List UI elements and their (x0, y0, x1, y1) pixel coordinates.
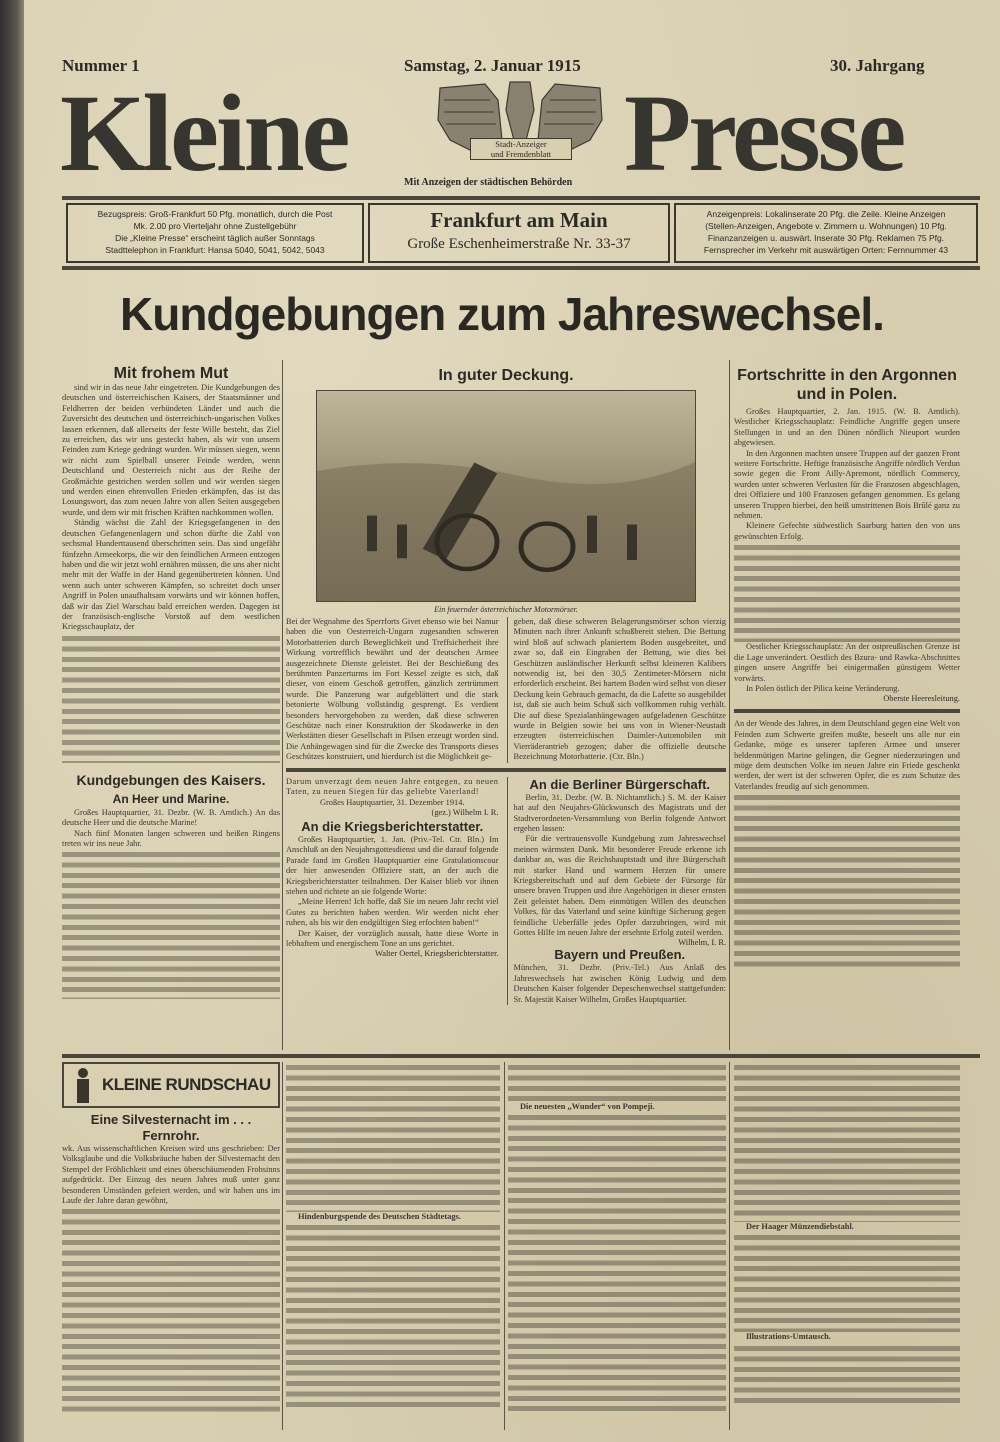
paragraph: Großes Hauptquartier, 31. Dezbr. (W. B. Amtlich.) An das deutsche Heer und die deutsche Marine! (62, 807, 280, 828)
kleine-rundschau-logo (62, 1062, 280, 1108)
illegible-text (734, 542, 960, 642)
photo-caption: Ein feuernder österreichischer Motormörser. (434, 605, 578, 614)
divider (62, 266, 980, 270)
illegible-text (734, 1232, 960, 1332)
info-line: Anzeigenpreis: Lokalinserate 20 Pfg. die Zeile. Kleine Anzeigen (706, 209, 946, 219)
info-line: (Stellen-Anzeigen, Angebote v. Zimmern u. Wohnungen) 10 Pfg. (705, 221, 947, 231)
article-heading: In guter Deckung. (438, 367, 574, 384)
paragraph: Der Kaiser, der vorzüglich aussah, hatte diese Worte in lebhaftem und energischem Tone an uns gerichtet. (286, 928, 499, 948)
volume-number: 30. Jahrgang (830, 56, 925, 75)
article-heading: Kundgebungen des Kaisers. (76, 771, 266, 788)
newspaper-page (24, 0, 1000, 1442)
paragraph: Für die vertrauensvolle Kundgebung zum Jahreswechsel meinen wärmsten Dank. Mit besonderer Freude erkenne ich dankbar an, was die Reichshauptstadt und ihre Bürgerschaft mit starker Hand und warmem Herzen für unsere Kriegsbereitschaft und auf dem Gebiete der Fürsorge für unsere braven Truppen und ihre Angehörigen in dieser ernsten Zeit geleistet haben. Dem einmütigen Willen des deutschen Volkes, für das Vaterland und seine künftige Sicherung gegen feindliche Ueberfälle jedes Opfer darzubringen, wird mit Gottes Hilfe im neuen Jahre der ersehnte Erfolg zuteil werden. (513, 834, 726, 937)
info-line: Stadttelephon in Frankfurt: Hansa 5040, 5041, 5042, 5043 (105, 245, 325, 255)
address-box (368, 203, 670, 263)
column-rule (282, 1062, 283, 1430)
illegible-text (62, 633, 280, 763)
article-heading: Illustrations-Umtausch. (746, 1332, 831, 1342)
divider (62, 1054, 980, 1058)
divider (62, 196, 980, 200)
paragraph: Oestlicher Kriegsschauplatz: An der ostpreußischen Grenze ist die Lage unverändert. Oestlich des Bzura- und Rawka-Abschnittes gingen unsere Angriffe bei einigermaßen günstigem Wetter vorwärts. (734, 642, 960, 683)
article-body (734, 642, 960, 694)
lower-middle (286, 777, 726, 1005)
paragraph: Großes Hauptquartier, 1. Jan. (Priv.-Tel. Ctr. Bln.) Im Anschluß an den Neujahrsgottesdienst und die darauf folgende Parade fand im Großen Hauptquartier eine Gratulationscour der hier anwesenden Offiziere statt, an der auch die Kriegsberichterstatter teilnahmen. Der Kaiser blieb vor ihnen stehen und richtete an sie folgende Worte: (286, 834, 499, 896)
office-address: Große Eschenheimerstraße Nr. 33-37 (407, 236, 631, 252)
illegible-text (508, 1062, 726, 1102)
illegible-text (734, 1062, 960, 1222)
bottom-column-4 (734, 1062, 960, 1403)
bottom-column-3 (508, 1062, 726, 1412)
illegible-text (734, 1343, 960, 1403)
article-signature: Wilhelm, I. R. (678, 938, 726, 948)
proclamation-place: Großes Hauptquartier, 31. Dezember 1914. (319, 797, 465, 807)
article-body: An der Wende des Jahres, in dem Deutschland gegen eine Welt von Feinden zum Schwerte greifen mußte, beseelt uns alle nur ein Gedanke, möge es unserer tapferen Armee und unserer heldenmütigen Marine gelingen, die Gegner niederzuringen und möge dem deutschen Volke im neuen Jahre ein Friede geschenkt werden, der wert ist der schweren Opfer, die es zum Schutze des Vaterlandes freudig auf sich genommen. (734, 719, 960, 791)
article-heading: Mit frohem Mut (113, 365, 229, 382)
middle-column (286, 366, 726, 1005)
paragraph: Berlin, 31. Dezbr. (W. B. Nichtamtlich.) S. M. der Kaiser hat auf den Neujahrs-Glückwunsch des Magistrats und der Stadtverordneten-Versammlung von Berlin folgende Antwort ergehen lassen: (513, 792, 726, 833)
issue-number: Nummer 1 (62, 56, 140, 75)
article-heading: Bayern und Preußen. (554, 947, 686, 963)
masthead-title-left: Kleine (60, 72, 348, 194)
article-body: München, 31. Dezbr. (Priv.-Tel.) Aus Anlaß des Jahreswechsels hat zwischen König Ludwig und dem Deutschen Kaiser folgender Depeschenwechsel stattgefunden: Sr. Majestät Kaiser Wilhelm, Großes Hauptquartier. (513, 963, 726, 1004)
paragraph: In den Argonnen machten unsere Truppen auf der ganzen Front weitere Fortschritte. Heftige französische Angriffe nördlich Verdun sowie gegen die Front Ailly-Apremont, nördlich Commercy, wurden unter schweren Verlusten für die Franzosen abgeschlagen, drei Offiziere und 100 Franzosen gefangen genommen. Es gelang unseren Truppen hierbei, den heiß umstrittenen Bois Brûlé ganz zu nehmen. (734, 448, 960, 521)
paragraph: Kleinere Gefechte südwestlich Saarburg hatten den von uns gewünschten Erfolg. (734, 521, 960, 541)
text-column: geben, daß diese schweren Belagerungsmörser schon vierzig Minuten nach ihrer Ankunft schußbereit stehen. Die Bettung wird bloß auf schwach planiertem Boden ausgebreitet, und zwar so, daß ein Eingraben der Bettung, wie dies bei Geschützen ausländischer Herkunft selbst kleineren Kalibers notwendig ist, bei den 30,5 Zentimeter-Mörsern nicht erforderlich erscheint. Bei hartem Boden wird selbst von dieser Deckung kein Gebrauch gemacht, da die Lafette so ausgebildet ist, daß sie auch beim Schuß sich vollkommen ruhig verhält. Die auf diese Spezialanhängewagen aufgeladenen Geschütze wurde in Belgien sowie bei uns von in Wiener-Neustadt erzeugten österreichischen Daimler-Automobilen mit Vierräderantrieb gezogen; daher die offizielle deutsche Bezeichnung Motorbatterie. (Ctr. Bln.) (507, 617, 727, 763)
man-with-telescope-icon (70, 1065, 96, 1105)
paragraph: Ständig wächst die Zahl der Kriegsgefangenen in den deutschen Gefangenenlagern und schon dürfte die Zahl von sechsmal Hunderttausend überschritten sein. Das sind ungefähr fünfzehn Armeekorps, die wir den feindlichen Armeen entzogen haben und die wir jetzt wohl ernähren müssen, die uns aber nicht mehr mit der Waffe in der Hand gegenübertreten können. Und wenn auch unter schweren Kämpfen, so schreitet doch unser Angriff in Polen unaufhaltsam vorwärts und wir können hoffen, daß wir das Ziel Warschau bald erreichen werden. Dagegen ist der französisch-englische Vorstoß auf dem westlichen Kriegsschauplatz, der (62, 518, 280, 632)
rundschau-logo-text: KLEINE RUNDSCHAU (102, 1075, 271, 1094)
illegible-text (734, 792, 960, 972)
crest-text-2: und Fremdenblatt (490, 149, 552, 159)
paragraph: „Meine Herren! Ich hoffe, daß Sie im neuen Jahr recht viel Gutes zu berichten haben werden. Wir werden nicht eher ruhen, als bis wir den endgültigen Sieg erfochten haben!“ (286, 897, 499, 928)
article-body (62, 808, 280, 850)
article-body: wk. Aus wissenschaftlichen Kreisen wird uns geschrieben: Der Volksglaube und die Volksbräuche haben der Silvesternacht den Stempel der Fröhlichkeit und eines überschäumenden Frohsinns aufgedrückt. Der Einzug des neuen Jahres muß unter ganz besonderen Umständen gefeiert werden, und wir haben uns im Laufe der Jahre daran gewöhnt, (62, 1144, 280, 1206)
bottom-column-2 (286, 1062, 500, 1412)
illegible-text (286, 1062, 500, 1212)
article-heading: Die neuesten „Wunder“ von Pompeji. (520, 1102, 655, 1111)
article-heading: An die Kriegsberichterstatter. (301, 818, 484, 834)
illegible-text (62, 849, 280, 999)
main-headline: Kundgebungen zum Jahreswechsel. (120, 288, 884, 340)
column-rule (282, 360, 283, 1050)
illegible-text (62, 1206, 280, 1416)
info-line: Die „Kleine Presse“ erscheint täglich außer Sonntags (115, 233, 315, 243)
subscription-price-box (66, 203, 364, 263)
article-subheading: An Heer und Marine. (112, 791, 230, 806)
paragraph: sind wir in das neue Jahr eingetreten. Die Kundgebungen des deutschen und österreichischen Kaisers, der Staatsmänner und Feldherren der beiden verbündeten Länder und auch die Zuversicht des deutschen und österreichisch-ungarischen Volkes lassen erkennen, daß allerseits der feste Wille besteht, das Ziel zu erreichen, das wir uns gesteckt haben, als wir von unsern Feinden zum Kriege gedrängt wurden. Wir müssen siegen, wenn wir nicht zum Spielball unserer Feinde werden, wenn Deutschland und Oesterreich nicht aus der Reihe der Großmächte gestrichen werden sollen und wir werden siegen und werden einen ehrenvollen Frieden erkämpfen, das ist das Losungswort, das zum neuen Jahre von allen Seiten ausgegeben wurde, und dem wir mit frischen Kräften nachkommen wollen. (62, 383, 280, 517)
crest-text-1: Stadt-Anzeiger (495, 139, 547, 149)
eagle-crest (430, 80, 610, 175)
info-line: Mk. 2.00 pro Vierteljahr ohne Zustellgebühr (133, 221, 297, 231)
illegible-text (508, 1112, 726, 1412)
mortar-photograph (316, 390, 696, 602)
proclamation-signature: (gez.) Wilhelm I. R. (431, 807, 499, 817)
city-name: Frankfurt am Main (430, 208, 608, 232)
column-rule (729, 1062, 730, 1430)
divider (286, 768, 726, 772)
article-body (286, 835, 499, 949)
masthead-subtitle: Mit Anzeigen der städtischen Behörden (404, 177, 573, 188)
info-line: Finanzanzeigen u. auswärt. Inserate 30 Pfg. Reklamen 75 Pfg. (707, 233, 945, 243)
berlin-column (507, 777, 727, 1005)
paragraph: Großes Hauptquartier, 2. Jan. 1915. (W. B. Amtlich). Westlicher Kriegsschauplatz: Feindliche Angriffe gegen unsere Stellungen in und an den Dünen nördlich Nieuport wurden abgewiesen. (734, 407, 960, 448)
text-column: Bei der Wegnahme des Sperrforts Givet ebenso wie bei Namur haben die von Oesterreich-Ungarn zugesandten schweren Motorbatterien durch Beweglichkeit und Treffsicherheit ihre Wirkung vortrefflich bewährt und der deutschen Armee ausgezeichnete Dienste geleistet. Bei der Beschießung des berühmten Panzerturms im Fort Kessel zeigte es sich, daß dieser, von einem Geschoß getroffen, gänzlich zertrümmert wurde. Die Panzerung war aufgeblättert und die stark betonierte Wölbung vollständig gesprengt. Es verdient besonders hervorgehoben zu werden, daß diese schweren Geschütze nach einer Konstruktion der Skodawerke in den Werkstätten dieser Gesellschaft in Pilsen erzeugt worden sind. Die Anhängewagen sind für die Zwecke des Transports dieses Geschützes konstruiert, und hierdurch ist die Möglichkeit ge- (286, 617, 499, 762)
column-rule (504, 1062, 505, 1430)
right-column (734, 366, 960, 972)
divider (734, 709, 960, 713)
article-body (62, 383, 280, 633)
issue-date: Samstag, 2. Januar 1915 (404, 56, 581, 75)
info-line: Bezugspreis: Groß-Frankfurt 50 Pfg. monatlich, durch die Post (97, 209, 333, 219)
advertising-price-box (674, 203, 978, 263)
rundschau-column (62, 1062, 280, 1416)
column-rule (729, 360, 730, 1050)
mortar-illustration (317, 391, 695, 601)
paragraph: Nach fünf Monaten langen schweren und heißen Ringens treten wir ins neue Jahr. (62, 828, 280, 848)
article-body (286, 617, 726, 763)
paragraph: In Polen östlich der Pilica keine Veränderung. (746, 683, 900, 693)
info-line: Fernsprecher im Verkehr mit auswärtigen Orten: Fernnummer 43 (703, 245, 949, 255)
article-heading: Eine Silvesternacht im . . . Fernrohr. (90, 1112, 252, 1143)
article-heading: Der Haager Münzendiebstahl. (746, 1222, 854, 1231)
article-heading: An die Berliner Bürgerschaft. (529, 776, 711, 792)
article-signature: Oberste Heeresleitung. (883, 694, 960, 704)
proclamation-column (286, 777, 499, 1005)
left-column (62, 364, 280, 999)
article-body (514, 793, 727, 939)
masthead-title-right: Presse (624, 72, 904, 194)
article-heading: Fortschritte in den Argonnen und in Polen. (737, 367, 957, 403)
illegible-text (286, 1222, 500, 1412)
article-body (734, 407, 960, 542)
article-signature: Walter Oertel, Kriegsberichterstatter. (375, 949, 499, 959)
book-binding-edge (0, 0, 24, 1442)
proclamation: Darum unverzagt dem neuen Jahre entgegen, zu neuen Taten, zu neuen Siegen für das geliebte Vaterland! (286, 776, 499, 797)
article-heading: Hindenburgspende des Deutschen Städtetags. (298, 1212, 461, 1221)
